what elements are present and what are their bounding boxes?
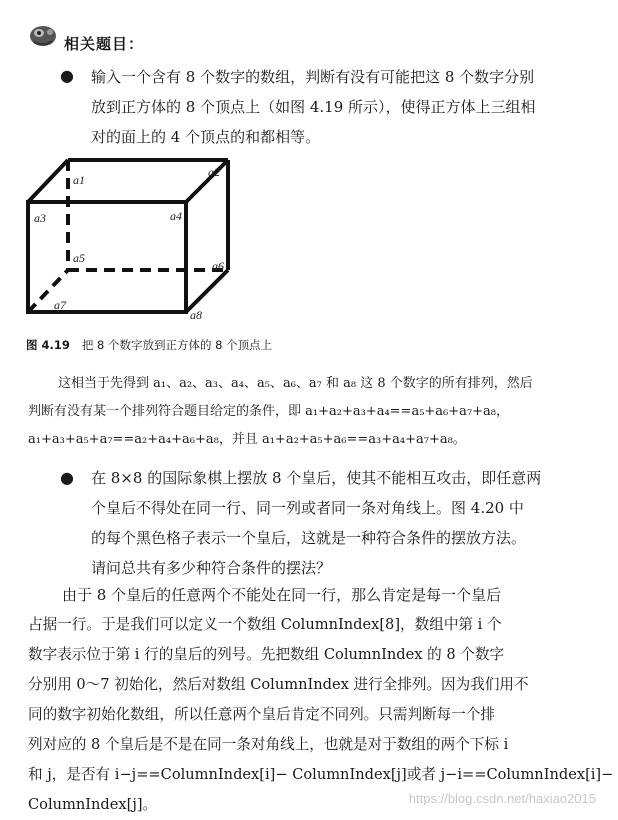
solution-2-line: 同的数字初始化数组，所以任意两个皇后肯定不同列。只需判断每一个排	[28, 706, 496, 723]
problem-1-line: 放到正方体的 8 个顶点上（如图 4.19 所示），使得正方体上三组相	[91, 98, 536, 116]
solution-2	[28, 610, 613, 820]
problem-2-line: 的每个黑色格子表示一个皇后，这就是一种符合条件的摆放方法。	[91, 529, 527, 547]
problem-2-line: 个皇后不得处在同一行、同一列或者同一条对角线上。图 4.20 中	[91, 499, 524, 517]
problem-2-line: 请问总共有多少种符合条件的摆法？	[91, 559, 332, 577]
solution-2-line: 列对应的 8 个皇后是不是在同一条对角线上，也就是对于数组的两个下标 i	[28, 736, 509, 753]
vertex-label-a3: a3	[34, 211, 46, 225]
solution-2-line: 数字表示位于第 i 行的皇后的列号。先把数组 ColumnIndex 的 8 个数字	[28, 646, 505, 663]
bullet-1: ●	[60, 66, 74, 85]
problem-1-line: 对的面上的 4 个顶点的和都相等。	[91, 128, 321, 146]
figure-caption	[26, 337, 272, 353]
solution-2-line: 和 j，是否有 i−j==ColumnIndex[i]− ColumnIndex[j]或者 j−i==ColumnIndex[i]−	[28, 766, 614, 783]
problem-2	[91, 463, 541, 583]
solution-1	[58, 370, 533, 398]
solution-2-first	[62, 580, 501, 610]
vertex-label-a4: a4	[170, 209, 182, 223]
solution-1-cont	[28, 398, 509, 454]
vertex-label-a8: a8	[190, 308, 202, 322]
solution-2-line: ColumnIndex[j]。	[28, 796, 158, 813]
figure-caption-text: 把 8 个数字放到正方体的 8 个顶点上	[81, 338, 273, 352]
solution-1-line: 判断有没有某一个排列符合题目给定的条件，即 a₁+a₂+a₃+a₄==a₅+a₆+a₇+a₈，	[28, 404, 509, 419]
solution-2-line: 分别用 0～7 初始化，然后对数组 ColumnIndex 进行全排列。因为我们用不	[28, 676, 529, 693]
solution-1-line: a₁+a₃+a₅+a₇==a₂+a₄+a₆+a₈，并且 a₁+a₂+a₅+a₆==a₃+a₄+a₇+a₈。	[28, 432, 466, 447]
section-heading: 相关题目：	[64, 35, 145, 53]
vertex-label-a7: a7	[54, 298, 66, 312]
vertex-label-a6: a6	[212, 259, 224, 273]
solution-2-line: 由于 8 个皇后的任意两个不能处在同一行，那么肯定是每一个皇后	[62, 586, 502, 604]
problem-2-line: 在 8×8 的国际象棋上摆放 8 个皇后，使其不能相互攻击，即任意两	[91, 469, 542, 487]
figure-caption-number: 图 4.19	[26, 338, 70, 352]
vertex-labels	[34, 165, 224, 322]
bullet-2: ●	[60, 468, 74, 487]
watermark: https://blog.csdn.net/haxiao2015	[408, 791, 596, 806]
problem-1	[91, 62, 536, 152]
cube-figure	[18, 152, 248, 322]
problem-1-line: 输入一个含有 8 个数字的数组，判断有没有可能把这 8 个数字分别	[91, 68, 535, 86]
vertex-label-a2: a2	[208, 165, 220, 179]
mascot-icon	[28, 24, 58, 48]
solution-1-line: 这相当于先得到 a₁、a₂、a₃、a₄、a₅、a₆、a₇ 和 a₈ 这 8 个数字的所有排列，然后	[58, 376, 533, 391]
vertex-label-a1: a1	[73, 173, 85, 187]
vertex-label-a5: a5	[73, 251, 85, 265]
solution-2-line: 占据一行。于是我们可以定义一个数组 ColumnIndex[8]，数组中第 i 个	[28, 616, 502, 633]
